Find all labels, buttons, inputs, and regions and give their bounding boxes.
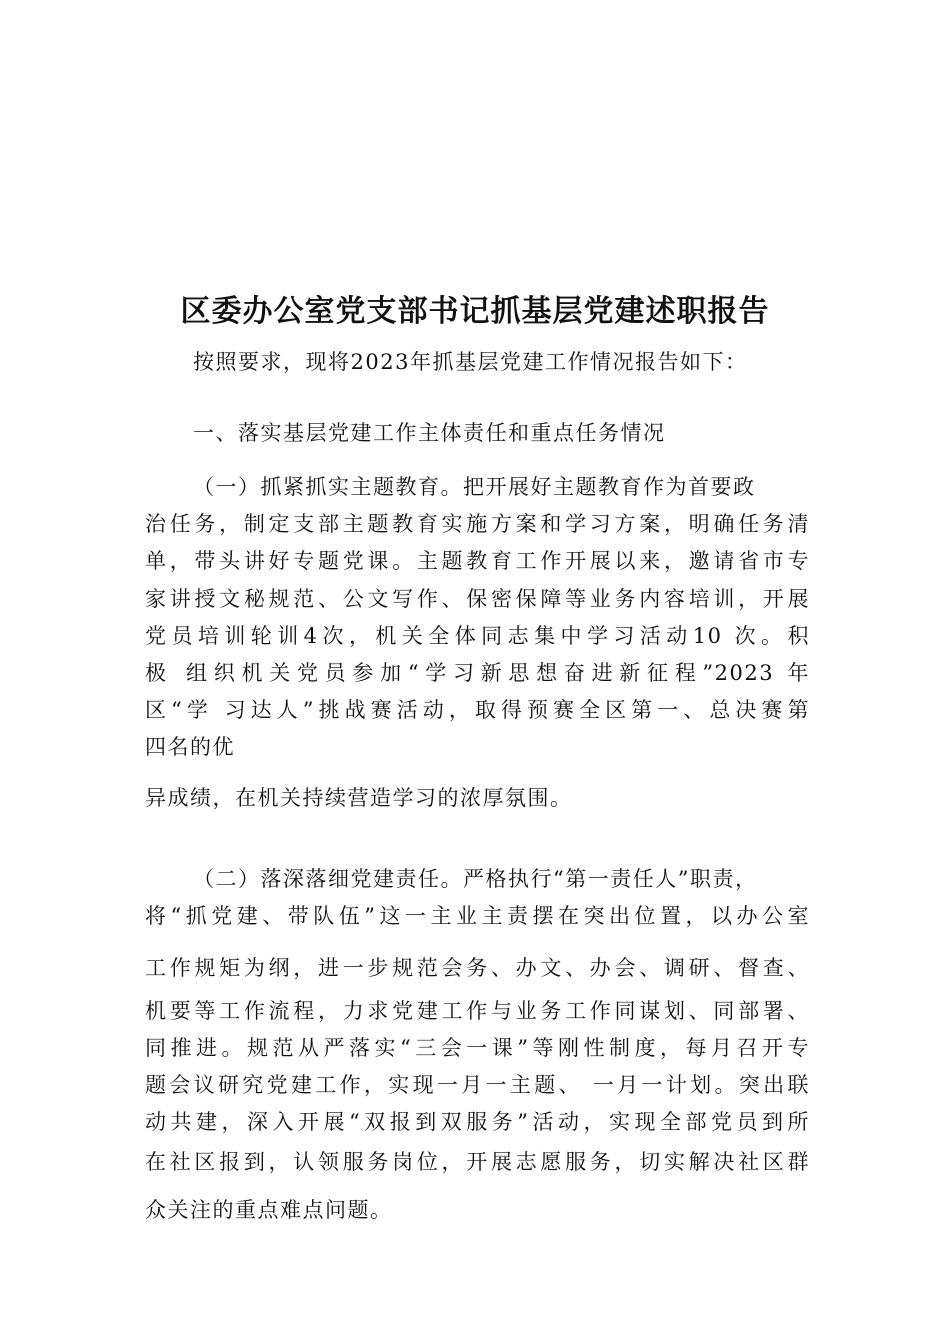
para2-line: 同推进。规范从严落实“三会一课”等刚性制度，每月召开专 (145, 1036, 810, 1060)
para2-line: 动共建，深入开展“双报到双服务”活动，实现全部党员到所 (145, 1110, 810, 1134)
document-title: 区委办公室党支部书记抓基层党建述职报告 (180, 294, 770, 329)
para2-line: 工作规矩为纲，进一步规范会务、办文、办会、调研、督查、 (145, 956, 810, 980)
para2-line: 题会议研究党建工作，实现一月一主题、 一月一计划。突出联 (145, 1073, 810, 1097)
para1-line: 党员培训轮训4次，机关全体同志集中学习活动10 次。积 (145, 624, 810, 648)
para1-line: （一）抓紧抓实主题教育。把开展好主题教育作为首要政 (193, 475, 756, 499)
para1-line: 四名的优 (145, 735, 235, 759)
para2-line: （二）落深落细党建责任。严格执行“第一责任人”职责， (193, 867, 758, 891)
para1-line: 家讲授文秘规范、公文写作、保密保障等业务内容培训，开展 (145, 587, 810, 611)
para1-line: 区“学 习达人”挑战赛活动，取得预赛全区第一、总决赛第 (145, 698, 810, 722)
para1-line: 单，带头讲好专题党课。主题教育工作开展以来，邀请省市专 (145, 549, 810, 573)
para1-line: 极 组织机关党员参加“学习新思想奋进新征程”2023 年 (145, 661, 810, 685)
para2-line: 机要等工作流程，力求党建工作与业务工作同谋划、同部署、 (145, 999, 810, 1023)
section-heading: 一、落实基层党建工作主体责任和重点任务情况 (193, 421, 666, 445)
para2-line: 众关注的重点难点问题。 (145, 1198, 393, 1222)
para2-line: 在社区报到，认领服务岗位，开展志愿服务，切实解决社区群 (145, 1150, 810, 1174)
intro-line: 按照要求，现将2023年抓基层党建工作情况报告如下： (193, 350, 748, 374)
para1-line: 治任务，制定支部主题教育实施方案和学习方案，明确任务清 (145, 512, 810, 536)
para2-line: 将“抓党建、带队伍”这一主业主责摆在突出位置，以办公室 (145, 904, 810, 928)
para1-line: 异成绩，在机关持续营造学习的浓厚氛围。 (145, 786, 573, 810)
